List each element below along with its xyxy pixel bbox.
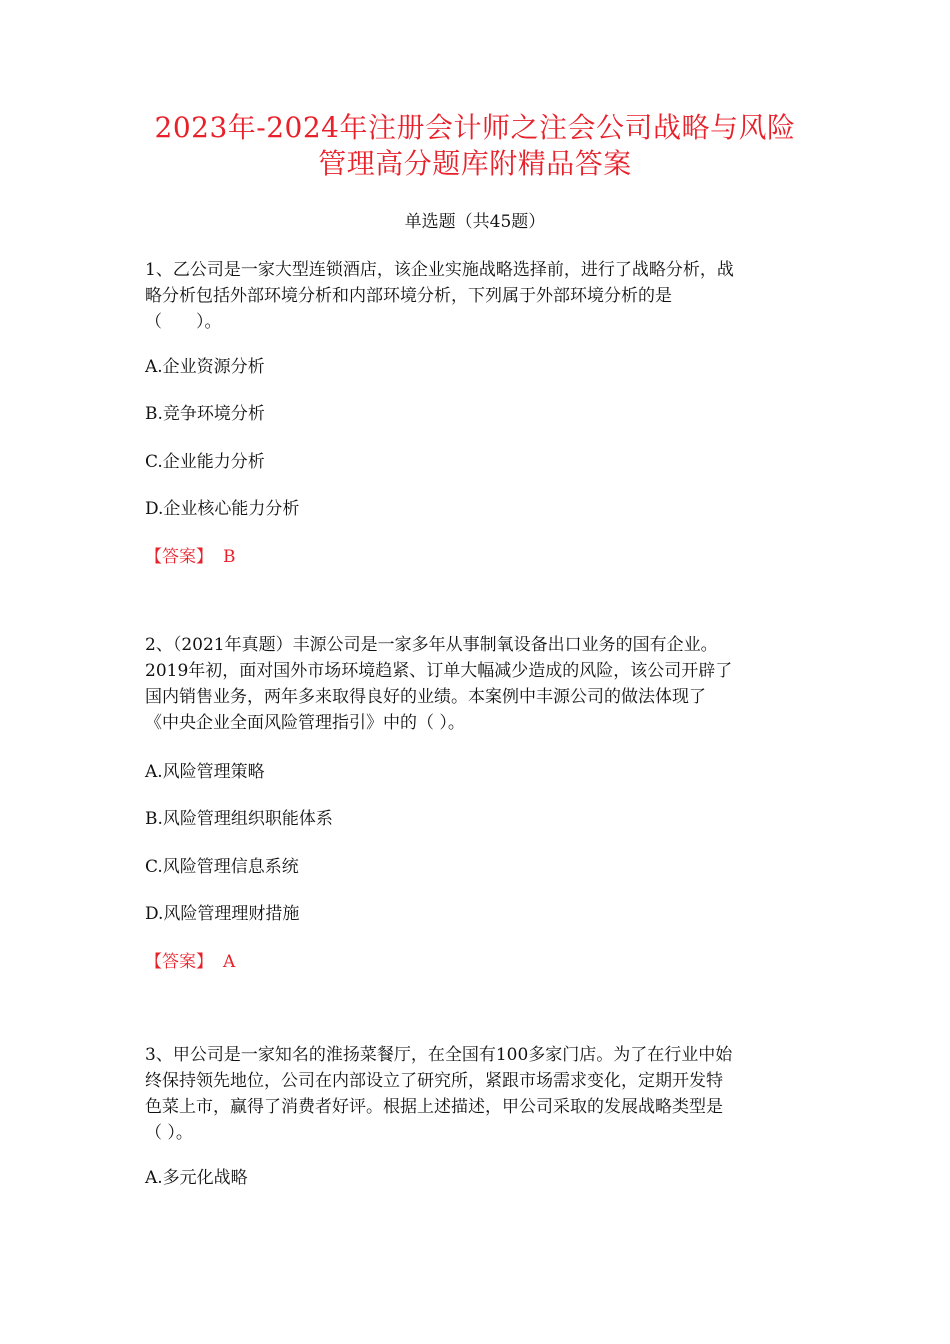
q1-answer [145, 545, 236, 569]
q2-option-c: C.风险管理信息系统 [145, 857, 299, 877]
q2-answer [145, 950, 235, 974]
q2-option-b: B.风险管理组织职能体系 [145, 809, 333, 829]
q3-text-line-2: 终保持领先地位，公司在内部设立了研究所，紧跟市场需求变化，定期开发特 [145, 1071, 723, 1091]
q1-text-line-2: 略分析包括外部环境分析和内部环境分析，下列属于外部环境分析的是 [145, 286, 672, 306]
q1-option-a: A.企业资源分析 [145, 357, 265, 377]
document-title-line-2: 管理高分题库附精品答案 [318, 147, 632, 180]
q2-answer-value: A [223, 952, 236, 972]
q1-answer-value: B [223, 547, 236, 567]
document-title-line-1: 2023年-2024年注册会计师之注会公司战略与风险 [154, 111, 796, 144]
q2-answer-label: 【答案】 [145, 952, 213, 972]
q2-text-line-4: 《中央企业全面风险管理指引》中的（ ）。 [145, 713, 465, 733]
q3-option-a: A.多元化战略 [145, 1168, 248, 1188]
q1-option-c: C.企业能力分析 [145, 452, 265, 472]
q1-option-d: D.企业核心能力分析 [145, 499, 300, 519]
q1-option-b: B.竞争环境分析 [145, 404, 265, 424]
q2-text-line-3: 国内销售业务，两年多来取得良好的业绩。本案例中丰源公司的做法体现了 [145, 687, 706, 707]
q1-text-line-3: （ ）。 [145, 312, 222, 332]
q3-text-line-4: （ ）。 [145, 1123, 193, 1143]
q2-option-a: A.风险管理策略 [145, 762, 265, 782]
section-heading: 单选题（共45题） [404, 212, 546, 232]
q3-text-line-1: 3、甲公司是一家知名的淮扬菜餐厅，在全国有100多家门店。为了在行业中始 [145, 1045, 733, 1065]
q2-text-line-2: 2019年初，面对国外市场环境趋紧、订单大幅减少造成的风险，该公司开辟了 [145, 661, 733, 681]
q1-answer-label: 【答案】 [145, 547, 213, 567]
q2-text-line-1: 2、（2021年真题）丰源公司是一家多年从事制氧设备出口业务的国有企业。 [145, 635, 718, 655]
q1-text-line-1: 1、乙公司是一家大型连锁酒店，该企业实施战略选择前，进行了战略分析，战 [145, 260, 734, 280]
q3-text-line-3: 色菜上市，赢得了消费者好评。根据上述描述，甲公司采取的发展战略类型是 [145, 1097, 723, 1117]
q2-option-d: D.风险管理理财措施 [145, 904, 300, 924]
